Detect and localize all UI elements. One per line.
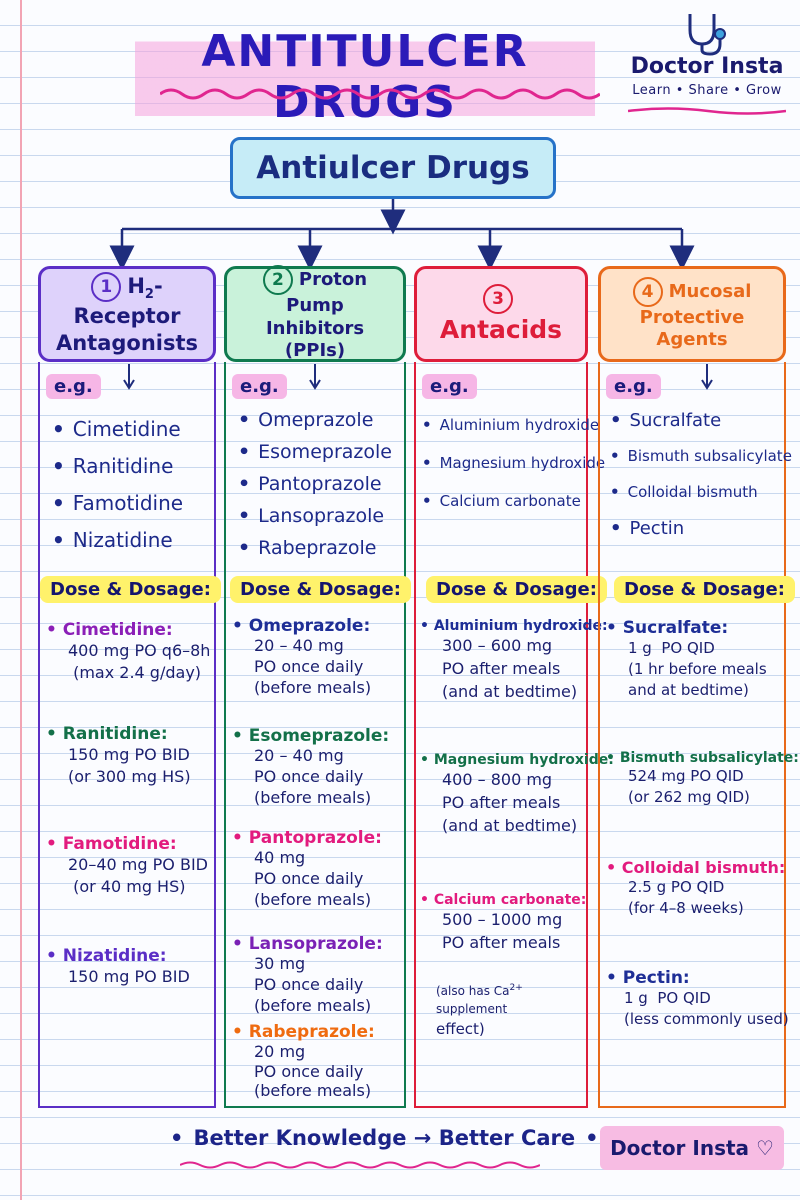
dose-dosage-heading: Dose & Dosage: — [614, 576, 795, 603]
category-title: Proton Pump Inhibitors (PPIs) — [265, 269, 368, 362]
dose-drug-name: • Rabeprazole: — [232, 1022, 408, 1042]
dose-drug-name: • Pectin: — [606, 968, 786, 988]
example-item: • Colloidal bismuth — [610, 474, 792, 510]
dose-entry-nizatidine — [46, 946, 222, 988]
dose-drug-name: • Lansoprazole: — [232, 934, 408, 954]
dose-drug-name: • Cimetidine: — [46, 620, 222, 640]
eg-label: e.g. — [46, 374, 101, 399]
eg-label: e.g. — [606, 374, 661, 399]
example-item: • Omeprazole — [238, 404, 392, 436]
bullet-dot: • — [585, 1126, 599, 1150]
dose-drug-name: • Pantoprazole: — [232, 828, 408, 848]
dose-text: 20 – 40 mg PO once daily (before meals) — [254, 636, 372, 697]
dose-dosage-heading: Dose & Dosage: — [230, 576, 411, 603]
footer-underline-wave — [180, 1160, 540, 1170]
category-antacids-box — [414, 266, 588, 362]
dose-entry-ranitidine — [46, 724, 222, 789]
example-item: • Ranitidine — [52, 447, 183, 484]
bullet-dot: • — [170, 1126, 184, 1150]
example-item: • Cimetidine — [52, 410, 183, 447]
calcium-note — [436, 982, 586, 1041]
footer-brand: Doctor Insta ♡ — [600, 1126, 784, 1170]
dose-text: 300 – 600 mg PO after meals (and at bedtime) — [442, 636, 578, 702]
dose-entry-cimetidine — [46, 620, 222, 685]
column-h2-receptor-antagonists — [38, 362, 216, 1108]
category-mucosal-protective-agents-box — [598, 266, 786, 362]
category-title-part: H — [127, 274, 145, 299]
dose-entry-famotidine — [46, 834, 222, 899]
dose-text: 30 mg PO once daily (before meals) — [254, 954, 372, 1015]
category-number-badge: 4 — [633, 277, 663, 307]
dose-text: 40 mg PO once daily (before meals) — [254, 848, 372, 909]
example-list — [422, 406, 605, 520]
dose-entry-calcium-carbonate — [420, 892, 588, 954]
example-list — [52, 410, 183, 558]
footer-slogan — [160, 1126, 609, 1150]
dose-drug-name: • Bismuth subsalicylate: — [606, 750, 786, 766]
column-mucosal-protective-agents — [598, 362, 799, 1108]
dose-text: 524 mg PO QID (or 262 mg QID) — [628, 767, 750, 806]
dose-entry-colloidal-bismuth — [606, 858, 786, 919]
dose-entry-esomeprazole — [232, 726, 408, 808]
dose-dosage-heading: Dose & Dosage: — [426, 576, 607, 603]
example-item: • Rabeprazole — [238, 532, 392, 564]
dose-text: 500 – 1000 mg PO after meals — [442, 910, 563, 953]
example-item: • Aluminium hydroxide — [422, 406, 605, 444]
dose-drug-name: • Colloidal bismuth: — [606, 858, 786, 877]
down-arrow-icon — [308, 364, 322, 392]
dose-text: 1 g PO QID (1 hr before meals and at bedtime) — [628, 639, 767, 699]
category-number-badge: 3 — [483, 284, 513, 314]
note-text: supplement — [436, 1002, 508, 1016]
example-list — [238, 404, 392, 564]
dose-drug-name: • Omeprazole: — [232, 616, 408, 636]
category-title: Antacids — [439, 315, 563, 345]
dose-entry-omeprazole — [232, 616, 408, 698]
dose-drug-name: • Famotidine: — [46, 834, 222, 854]
dose-dosage-heading: Dose & Dosage: — [40, 576, 221, 603]
example-item: • Calcium carbonate — [422, 482, 605, 520]
dose-drug-name: • Calcium carbonate: — [420, 892, 588, 908]
dose-entry-magnesium-hydroxide — [420, 752, 614, 838]
category-title-subscript: 2 — [144, 287, 154, 303]
category-proton-pump-inhibitors-box — [224, 266, 406, 362]
category-h2-receptor-antagonists-box — [38, 266, 216, 362]
example-item: • Nizatidine — [52, 521, 183, 558]
page-title: ANTITULCER DRUGS — [135, 26, 595, 128]
dose-entry-aluminium-hydroxide — [420, 618, 608, 704]
category-title: Mucosal Protective Agents — [639, 280, 752, 350]
example-item: • Lansoprazole — [238, 500, 392, 532]
brand-tagline: Learn • Share • Grow — [632, 83, 782, 98]
dose-drug-name: • Sucralfate: — [606, 618, 786, 638]
right-arrow-icon: → — [413, 1126, 432, 1150]
example-item: • Esomeprazole — [238, 436, 392, 468]
note-text: (also has Ca — [436, 984, 510, 998]
eg-label: e.g. — [422, 374, 477, 399]
brand-name: Doctor Insta — [630, 54, 784, 79]
eg-label: e.g. — [232, 374, 287, 399]
dose-drug-name: • Ranitidine: — [46, 724, 222, 744]
example-list — [610, 402, 792, 546]
footer-right-text: Better Care — [438, 1126, 576, 1150]
dose-entry-bismuth-subsalicylate — [606, 750, 799, 808]
example-item: • Famotidine — [52, 484, 183, 521]
category-number-badge: 1 — [91, 272, 121, 302]
dose-text: 1 g PO QID (less commonly used) — [624, 989, 789, 1028]
dose-drug-name: • Magnesium hydroxide: — [420, 752, 588, 768]
note-text: effect) — [436, 1020, 485, 1038]
dose-text: 150 mg PO BID (or 300 mg HS) — [68, 745, 191, 787]
example-item: • Sucralfate — [610, 402, 792, 438]
dose-entry-pectin — [606, 968, 789, 1030]
note-superscript: 2+ — [509, 983, 523, 993]
dose-drug-name: • Esomeprazole: — [232, 726, 408, 746]
dose-entry-pantoprazole — [232, 828, 408, 910]
dose-entry-sucralfate — [606, 618, 786, 701]
category-title-part: -Receptor Antagonists — [55, 274, 199, 355]
category-number-badge: 2 — [263, 265, 293, 295]
dose-text: 150 mg PO BID — [68, 967, 190, 986]
example-item: • Magnesium hydroxide — [422, 444, 605, 482]
dose-text: 2.5 g PO QID (for 4–8 weeks) — [628, 878, 744, 917]
root-node-antiulcer-drugs: Antiulcer Drugs — [230, 137, 556, 199]
down-arrow-icon — [122, 364, 136, 392]
dose-drug-name: • Aluminium hydroxide: — [420, 618, 588, 634]
dose-text: 20 mg PO once daily (before meals) — [254, 1042, 372, 1101]
dose-text: 20 – 40 mg PO once daily (before meals) — [254, 746, 372, 807]
dose-entry-rabeprazole — [232, 1022, 408, 1101]
footer-left-text: Better Knowledge — [193, 1126, 407, 1150]
down-arrow-icon — [700, 364, 714, 392]
example-item: • Pectin — [610, 510, 792, 546]
dose-text: 400 – 800 mg PO after meals (and at bedtime) — [442, 770, 578, 836]
dose-entry-lansoprazole — [232, 934, 408, 1016]
dose-text: 20–40 mg PO BID (or 40 mg HS) — [68, 855, 208, 897]
column-antacids — [414, 362, 614, 1108]
column-proton-pump-inhibitors — [224, 362, 406, 1108]
example-item: • Pantoprazole — [238, 468, 392, 500]
dose-text: 400 mg PO q6–8h (max 2.4 g/day) — [68, 641, 211, 683]
dose-drug-name: • Nizatidine: — [46, 946, 222, 966]
example-item: • Bismuth subsalicylate — [610, 438, 792, 474]
